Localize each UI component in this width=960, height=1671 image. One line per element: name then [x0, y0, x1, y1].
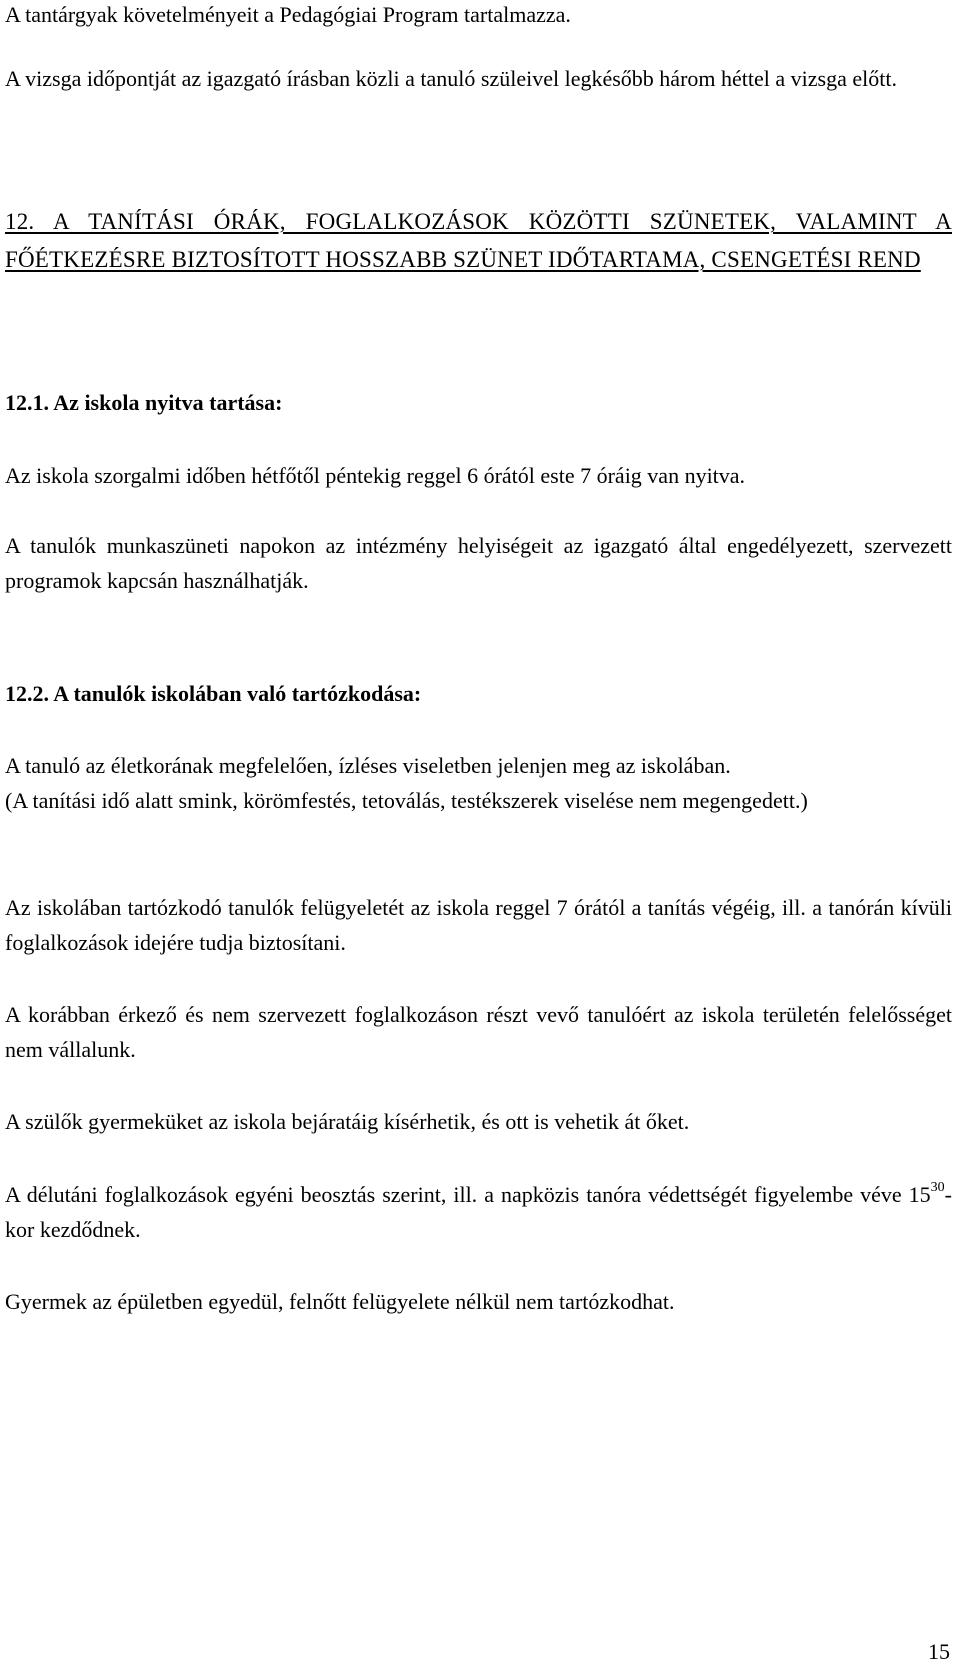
sub2-paragraph-2: (A tanítási idő alatt smink, körömfestés, tetoválás, testékszerek viselése nem megengedett.)	[5, 788, 808, 813]
sub2-paragraph-5: A szülők gyermeküket az iskola bejáratáig kísérhetik, és ott is vehetik át őket.	[5, 1109, 690, 1134]
sub2-paragraph-6-text: A délutáni foglalkozások egyéni beosztás szerint, ill. a napközis tanóra védettségét figyelembe véve 15	[5, 1182, 931, 1207]
sub1-paragraph-2: A tanulók munkaszüneti napokon az intézmény helyiségeit az igazgató által engedélyezett, szervezett programok kapcsán használhatják.	[5, 533, 952, 593]
subsection-heading-12-2: 12.2. A tanulók iskolában való tartózkodása:	[5, 681, 422, 706]
page-number: 15	[928, 1639, 950, 1664]
time-superscript: 30	[930, 1180, 945, 1195]
sub2-paragraph-7: Gyermek az épületben egyedül, felnőtt felügyelete nélkül nem tartózkodhat.	[5, 1289, 675, 1314]
subsection-heading-12-1: 12.1. Az iskola nyitva tartása:	[5, 390, 283, 415]
section-heading: 12. A TANÍTÁSI ÓRÁK, FOGLALKOZÁSOK KÖZÖTTI SZÜNETEK, VALAMINT A FŐÉTKEZÉSRE BIZTOSÍTOTT HOSSZABB SZÜNET IDŐTARTAMA, CSENGETÉSI REND	[5, 209, 952, 272]
sub2-paragraph-4: A korábban érkező és nem szervezett foglalkozáson részt vevő tanulóért az iskola területén felelősséget nem vállalunk.	[5, 1002, 952, 1062]
intro-paragraph-1: A tantárgyak követelményeit a Pedagógiai Program tartalmazza.	[5, 2, 571, 27]
sub2-paragraph-6-end: -kor kezdődnek.	[5, 1182, 952, 1242]
sub1-paragraph-1: Az iskola szorgalmi időben hétfőtől péntekig reggel 6 órától este 7 óráig van nyitva.	[5, 463, 746, 488]
intro-paragraph-2: A vizsga időpontját az igazgató írásban közli a tanuló szüleivel legkésőbb három héttel a vizsga előtt.	[5, 66, 897, 91]
sub2-paragraph-6	[5, 1177, 952, 1247]
sub2-paragraph-1: A tanuló az életkorának megfelelően, ízléses viseletben jelenjen meg az iskolában.	[5, 753, 731, 778]
sub2-paragraph-3: Az iskolában tartózkodó tanulók felügyeletét az iskola reggel 7 órától a tanítás végéig, ill. a tanórán kívüli foglalkozások idejére tudja biztosítani.	[5, 895, 952, 955]
